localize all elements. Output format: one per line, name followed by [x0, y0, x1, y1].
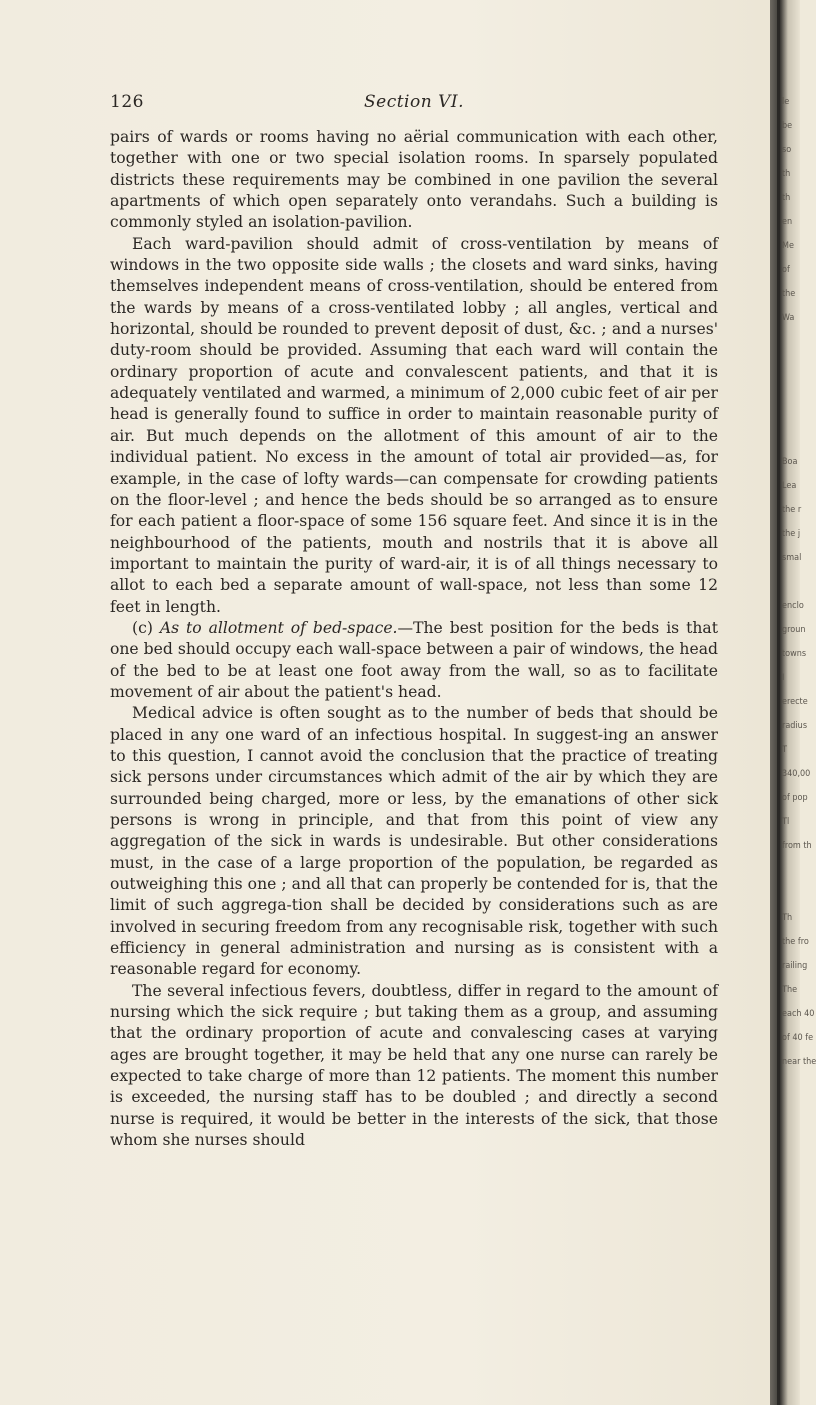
next-page-fragment: le [782, 97, 790, 107]
book-spine [777, 0, 780, 1405]
paragraph-5: The several infectious fevers, doubtless, differ in regard to the amount of nursing which the sick require ; but taking them as a group, and assuming that the ordinary proportion of acute and convalescing cases at varying ages are brought together, it may be held that any one nurse can rarely be expected to take charge of more than 12 patients. The moment this number is exceeded, the nursing staff has to be doubled ; and directly a second nurse is required, it would be better in the interests of the sick, that those whom she nurses should [110, 981, 718, 1150]
next-page-fragment: radius [782, 721, 808, 731]
next-page-fragment: en [782, 217, 793, 227]
next-page-fragment: near the [782, 1057, 816, 1067]
paragraph-1: pairs of wards or rooms having no aërial communication with each other, together with one or two special isolation rooms. In sparsely populated districts these requirements may be combined in one pavilion the several apartments of which open separately onto verandahs. Such a building is commonly styled an isolation-pavilion. [110, 128, 718, 232]
next-page-fragment: Me [782, 241, 794, 251]
next-page-fragment: groun [782, 625, 806, 635]
next-page-fragment: th [782, 169, 791, 179]
next-page-fragment: erecte [782, 697, 808, 707]
next-page-fragment: be [782, 121, 793, 131]
next-page-fragment: Tl [782, 817, 790, 827]
next-page-fragment: smal [782, 553, 802, 563]
next-page-fragment: each 40 [782, 1009, 815, 1019]
next-page-fragment: the j [782, 529, 801, 539]
subsection-heading: As to allotment of bed-space. [159, 618, 398, 637]
next-page-fragment: so [782, 145, 792, 155]
body-text [110, 127, 718, 1152]
next-page-fragment [782, 378, 800, 402]
next-page-fragment: the fro [782, 937, 809, 947]
next-page-fragment: Wa [782, 313, 795, 323]
next-page-edge [782, 90, 816, 1067]
paragraph-3-text: —The best position for the beds is that one bed should occupy each wall-space between a pair of windows, the head of the bed to be at least one foot away from the wall, so as to facilitate movement of air about the patient's head. [110, 618, 718, 701]
page-number: 126 [110, 92, 144, 112]
next-page-fragment: Lea [782, 481, 797, 491]
next-page-fragment: railing [782, 961, 808, 971]
next-page-fragment: from th [782, 841, 812, 851]
next-page-fragment [782, 858, 800, 882]
next-page-fragment: the [782, 289, 796, 299]
next-page-fragment [782, 402, 800, 426]
next-page-fragment [782, 426, 800, 450]
next-page-fragment: the r [782, 505, 802, 515]
next-page-fragment: th [782, 193, 791, 203]
section-title: Section VI. [364, 92, 464, 112]
paragraph-3 [110, 618, 718, 703]
next-page-fragment: I [782, 673, 785, 683]
next-page-fragment [782, 330, 800, 354]
next-page-fragment: Boa [782, 457, 798, 467]
next-page-fragment: T [782, 745, 787, 755]
next-page-fragment: Th [782, 913, 793, 923]
next-page-fragment: 340,00 [782, 769, 811, 779]
next-page-fragment: towns [782, 649, 807, 659]
next-page-fragment: of 40 fe [782, 1033, 814, 1043]
paragraph-2: Each ward-pavilion should admit of cross-ventilation by means of windows in the two opposite side walls ; the closets and ward sinks, having themselves independent means of cross-ventilation, should be entered from the wards by means of a cross-ventilated lobby ; all angles, vertical and horizontal, should be rounded to prevent deposit of dust, &c. ; and a nurses' duty-room should be provided. Assuming that each ward will contain the ordinary proportion of acute and convalescent patients, and that it is adequately ventilated and warmed, a minimum of 2,000 cubic feet of air per head is generally found to suffice in order to maintain reasonable purity of air. But much depends on the allotment of this amount of air to the individual patient. No excess in the amount of total air provided—as, for example, in the case of lofty wards—can compensate for crowding patients on the floor-level ; and hence the beds should be so arranged as to ensure for each patient a floor-space of some 156 square feet. And since it is in the neighbourhood of the patients, mouth and nostrils that it is above all important to maintain the purity of ward-air, it is of all things necessary to allot to each bed a separate amount of wall-space, not less than some 12 feet in length. [110, 234, 718, 616]
running-header [110, 92, 718, 120]
next-page-fragment [782, 570, 800, 594]
next-page-fragment: The [782, 985, 798, 995]
next-page-fragment: of [782, 265, 790, 275]
paragraph-4: Medical advice is often sought as to the number of beds that should be placed in any one ward of an infectious hospital. In suggest-ing an answer to this question, I cannot avoid the conclusion that the practice of treating sick persons under circumstances which admit of the air by which they are surrounded being charged, more or less, by the emanations of other sick persons is wrong in principle, and that from this point of view any aggregation of the sick in wards is undesirable. But other considerations must, in the case of a large proportion of the population, be regarded as outweighing this one ; and all that can properly be contended for is, that the limit of such aggrega-tion shall be decided by considerations such as are involved in securing freedom from any recognisable risk, together with such efficiency in general administration and nursing as is consistent with a reasonable regard for economy. [110, 704, 718, 979]
next-page-fragment: enclo [782, 601, 804, 611]
next-page-fragment [782, 354, 800, 378]
subsection-marker: (c) [132, 618, 160, 637]
next-page-fragment [782, 882, 800, 906]
next-page-fragment: of pop [782, 793, 808, 803]
